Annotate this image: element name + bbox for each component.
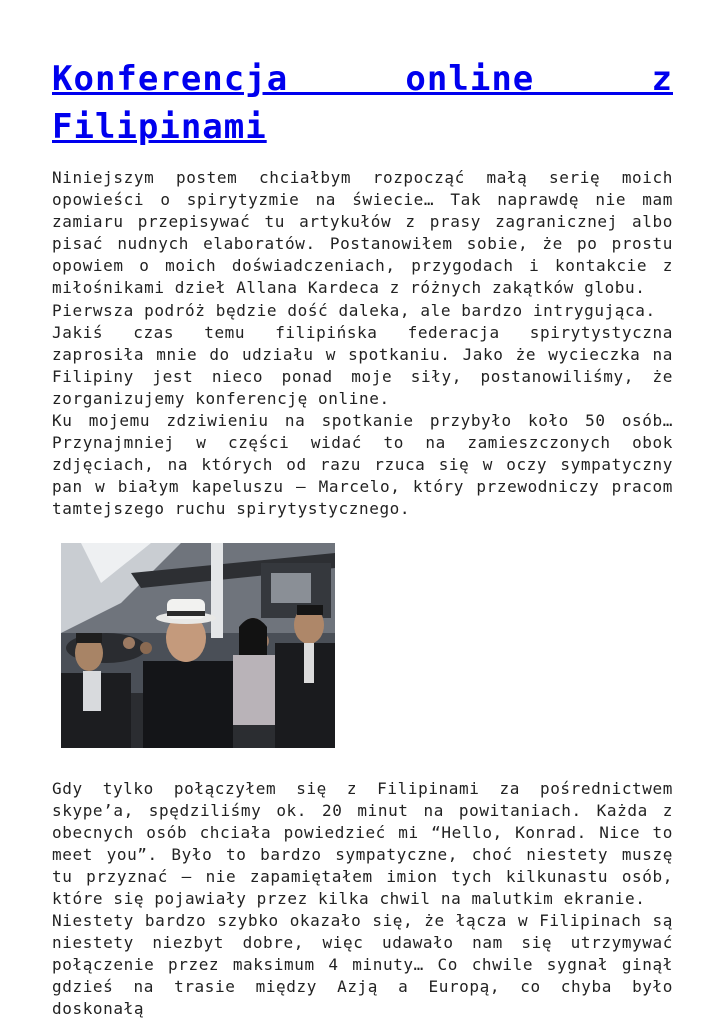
conference-photo-image — [61, 543, 335, 748]
post-title — [52, 55, 673, 151]
article — [52, 55, 673, 1021]
conference-photo — [61, 543, 335, 748]
paragraph: Ku mojemu zdziwieniu na spotkanie przybyło koło 50 osób… Przynajmniej w części widać to na zamieszczonych obok zdjęciach, na których od razu rzuca się w oczy sympatyczny pan w białym kapeluszu – Marcelo, który przewodniczy pracom tamtejszego ruchu spirytystycznego. — [52, 411, 673, 519]
paragraph: Pierwsza podróż będzie dość daleka, ale bardzo intrygująca. — [52, 300, 656, 320]
article-body — [52, 167, 673, 521]
paragraph: Niniejszym postem chciałbym rozpocząć małą serię moich opowieści o spirytyzmie na świecie… Tak naprawdę nie mam zamiaru przepisywać tu artykułów z prasy zagranicznej albo pisać nudnych elaboratów. Postanowiłem sobie, że po prostu opowiem o moich doświadczeniach, przygodach i kontakcie z miłośnikami dzieł Allana Kardeca z różnych zakątków globu. — [52, 168, 673, 298]
paragraph: Jakiś czas temu filipińska federacja spirytystyczna zaprosiła mnie do udziału w spotkaniu. Jako że wycieczka na Filipiny jest nieco ponad moje siły, postanowiliśmy, że zorganizujemy konferencję online. — [52, 322, 673, 408]
paragraph: Gdy tylko połączyłem się z Filipinami za pośrednictwem skype’a, spędziliśmy ok. 20 minut na powitaniach. Każda z obecnych osób chciała powiedzieć mi “Hello, Konrad. Nice to meet you”. Było to bardzo sympatyczne, choć niestety muszę tu przyznać – nie zapamiętałem imion tych kilkunastu osób, które się pojawiały przez kilka chwil na malutkim ekranie. — [52, 778, 673, 908]
article-body-continued — [52, 778, 673, 1021]
post-title-link[interactable]: Konferencja online z Filipinami — [52, 59, 673, 147]
paragraph: Niestety bardzo szybko okazało się, że łącza w Filipinach są niestety niezbyt dobre, więc udawało nam się utrzymywać połączenie przez maksimum 4 minuty… Co chwile sygnał ginął gdzieś na trasie między Azją a Europą, co chyba było doskonałą — [52, 911, 673, 1019]
